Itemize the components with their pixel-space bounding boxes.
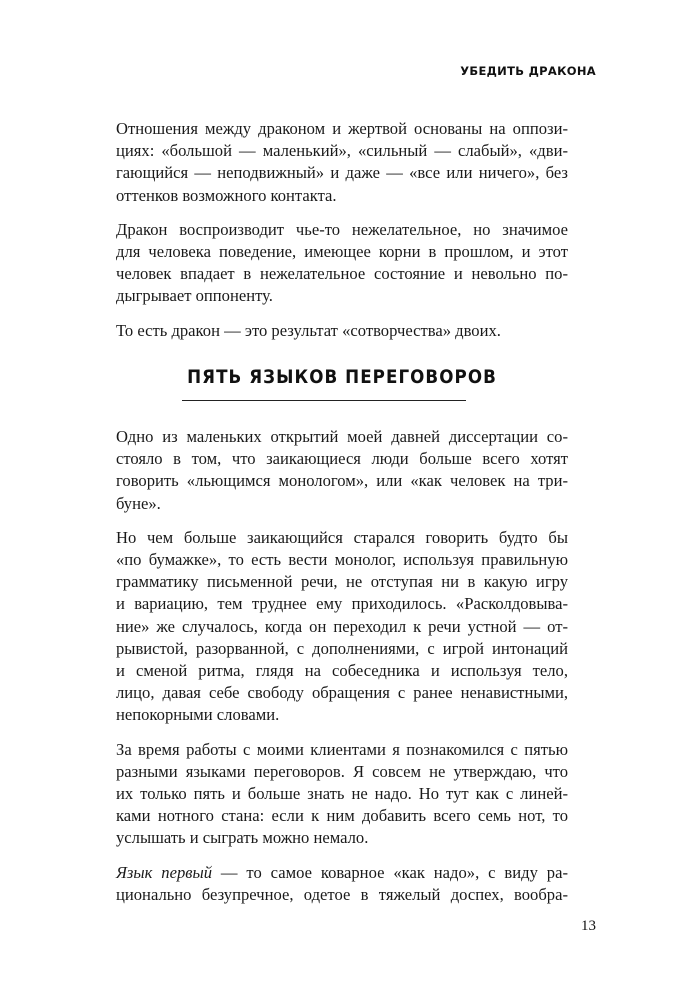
paragraph [116,527,568,727]
paragraph [116,426,568,515]
text-line: То есть дракон — это результат «сотворчества» двоих. [116,320,501,340]
heading-underline [182,400,466,401]
text-line: и сменой ритма, глядя на собеседника и используя тело, [116,661,568,681]
text-line: Но чем больше заикающийся старался говорить будто бы [116,527,568,547]
section-heading: ПЯТЬ ЯЗЫКОВ ПЕРЕГОВОРОВ [187,366,497,388]
text-line: ние» же случалось, когда он переходил к речи устной — от- [116,616,568,636]
text-line: лицо, давая себе свободу обращения с ранее ненавистными, [116,683,568,703]
text-line: «по бумажке», то есть вести монолог, используя правильную [116,550,568,570]
text-line: их только пять и больше знать не надо. Но тут как с линей- [116,784,568,804]
italic-term: Язык первый [116,862,212,882]
text-line: циях: «большой — маленький», «сильный — слабый», «дви- [116,141,568,161]
page-number: 13 [581,918,596,934]
text-line: и вариацию, тем труднее ему приходилось. «Расколдовыва- [116,594,568,614]
running-head: УБЕДИТЬ ДРАКОНА [460,64,596,78]
text-line: для человека поведение, имеющее корни в прошлом, и этот [116,242,568,262]
section-2 [116,426,568,918]
text-line: Отношения между драконом и жертвой основаны на оппози- [116,119,568,138]
text-line: разными языками переговоров. Я совсем не утверждаю, что [116,761,568,781]
text-line: рывистой, разорванной, с дополнениями, с игрой интонаций [116,638,568,658]
text-line: оттенков возможного контакта. [116,185,337,205]
text-line: грамматику письменной речи, не отступая ни в какую игру [116,572,568,592]
text-line: говорить «льющимся монологом», или «как человек на три- [116,471,568,491]
paragraph [116,739,568,850]
paragraph [116,118,568,207]
text-line: ками нотного стана: если к ним добавить всего семь нот, то [116,806,568,826]
paragraph [116,219,568,308]
text-line: стояло в том, что заикающиеся люди больше всего хотят [116,449,568,469]
paragraph [116,320,568,342]
text-line: услышать и сыграть можно немало. [116,828,369,848]
text-line: Одно из маленьких открытий моей давней диссертации со- [116,427,568,446]
text-span: — то самое коварное «как надо», с виду ра- [212,862,568,882]
text-line: За время работы с моими клиентами я познакомился с пятью [116,739,568,759]
text-line: ционально безупречное, одетое в тяжелый доспех, вообра- [116,884,568,904]
text-line: человек впадает в нежелательное состояние и невольно по- [116,264,568,284]
text-line: Дракон воспроизводит чье-то нежелательное, но значимое [116,219,568,239]
text-line [116,862,568,884]
text-line: буне». [116,493,161,513]
paragraph [116,862,568,906]
text-line: гающийся — неподвижный» и даже — «все или ничего», без [116,163,568,183]
section-1 [116,118,568,354]
text-line: непокорными словами. [116,705,280,725]
text-line: дыгрывает оппоненту. [116,286,273,306]
